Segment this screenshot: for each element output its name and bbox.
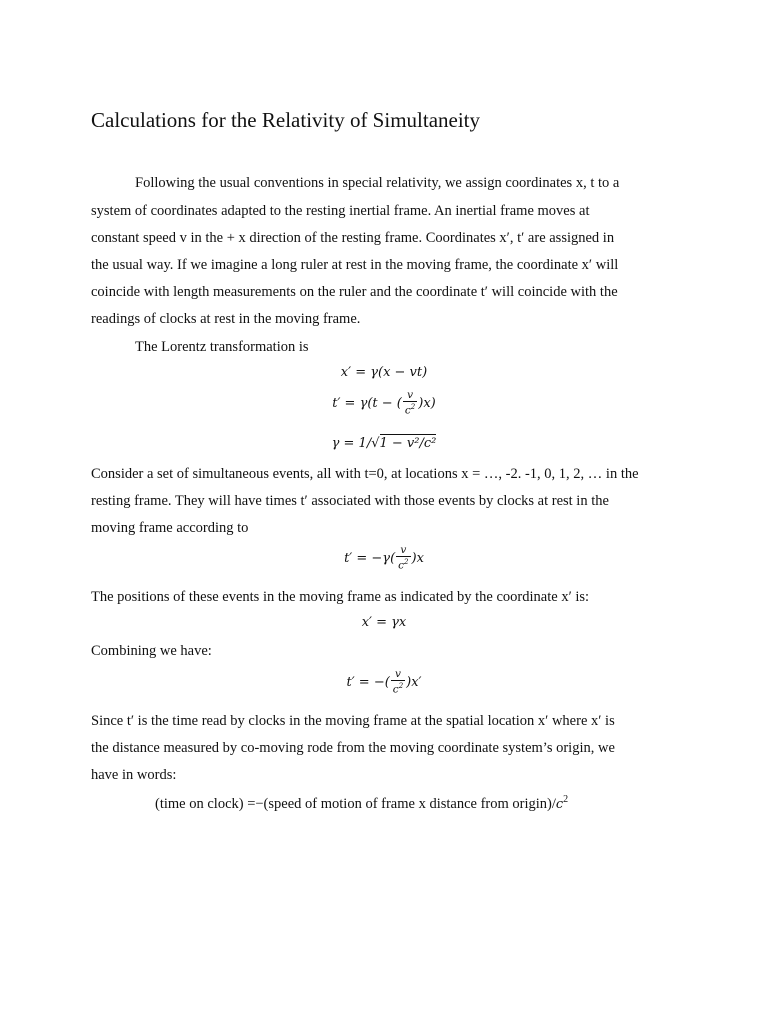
denominator-base: c bbox=[398, 559, 405, 572]
equation-combined bbox=[0, 669, 768, 696]
fraction-numerator: v bbox=[391, 669, 405, 681]
paragraph-line: The Lorentz transformation is bbox=[135, 339, 309, 355]
equation-part: t′ = γ(t − ( bbox=[332, 395, 402, 411]
equation-part: t′ = −( bbox=[346, 674, 390, 690]
summary-text: (time on clock) =−(speed of motion of frame x distance from origin)/ bbox=[155, 795, 556, 812]
paragraph-line: resting frame. They will have times t′ associated with those events by clocks at rest in the bbox=[91, 493, 609, 509]
equation-part: t′ = −γ( bbox=[344, 550, 396, 566]
paragraph-line: Consider a set of simultaneous events, all with t=0, at locations x = …, -2. -1, 0, 1, 2, … in the bbox=[91, 466, 639, 482]
equation-part: γ = 1/√ bbox=[331, 436, 380, 451]
equation-positions: x′ = γx bbox=[361, 615, 407, 630]
paragraph-line: constant speed v in the + x direction of the resting frame. Coordinates x′, t′ are assigned in bbox=[91, 230, 615, 246]
fraction bbox=[403, 390, 417, 417]
fraction bbox=[391, 669, 405, 696]
paragraph-line: Following the usual conventions in special relativity, we assign coordinates x, t to a bbox=[135, 175, 620, 191]
denominator-base: c bbox=[392, 683, 399, 696]
equation-part: )x′ bbox=[406, 674, 422, 690]
fraction bbox=[396, 545, 410, 572]
equation-part: )x bbox=[411, 550, 424, 566]
exponent: 2 bbox=[410, 403, 416, 411]
paragraph-line: the usual way. If we imagine a long ruler at rest in the moving frame, the coordinate x′ will bbox=[91, 257, 619, 273]
document-title: Calculations for the Relativity of Simultaneity bbox=[91, 108, 481, 132]
equation-lorentz-x: x′ = γ(x − vt) bbox=[340, 365, 428, 380]
fraction-denominator bbox=[391, 681, 405, 696]
summary-in-words bbox=[155, 794, 568, 813]
paragraph-line: moving frame according to bbox=[91, 520, 249, 536]
paragraph-line: Combining we have: bbox=[91, 643, 212, 659]
paragraph-line: have in words: bbox=[91, 767, 177, 783]
exponent: 2 bbox=[398, 682, 404, 690]
summary-c: c bbox=[555, 796, 564, 812]
equation-gamma bbox=[0, 434, 768, 451]
equation-simultaneous-times bbox=[0, 545, 768, 572]
paragraph-line: coincide with length measurements on the ruler and the coordinate t′ will coincide with the bbox=[91, 284, 618, 300]
paragraph-line: Since t′ is the time read by clocks in the moving frame at the spatial location x′ where x′ is bbox=[91, 713, 615, 729]
fraction-numerator: v bbox=[403, 390, 417, 402]
paragraph-line: readings of clocks at rest in the moving frame. bbox=[91, 311, 361, 327]
paragraph-line: the distance measured by co-moving rode from the moving coordinate system’s origin, we bbox=[91, 740, 615, 756]
paragraph-line: system of coordinates adapted to the resting inertial frame. An inertial frame moves at bbox=[91, 203, 590, 219]
square-root-radicand: 1 − v²/c² bbox=[379, 436, 437, 451]
fraction-numerator: v bbox=[396, 545, 410, 557]
paragraph-line: The positions of these events in the moving frame as indicated by the coordinate x′ is: bbox=[91, 589, 590, 605]
exponent: 2 bbox=[404, 558, 409, 566]
equation-lorentz-t bbox=[0, 390, 768, 417]
fraction-denominator bbox=[396, 557, 410, 572]
summary-exponent: 2 bbox=[563, 794, 569, 805]
fraction-denominator bbox=[403, 402, 417, 417]
equation-part: )x) bbox=[418, 395, 436, 411]
denominator-base: c bbox=[404, 404, 411, 417]
